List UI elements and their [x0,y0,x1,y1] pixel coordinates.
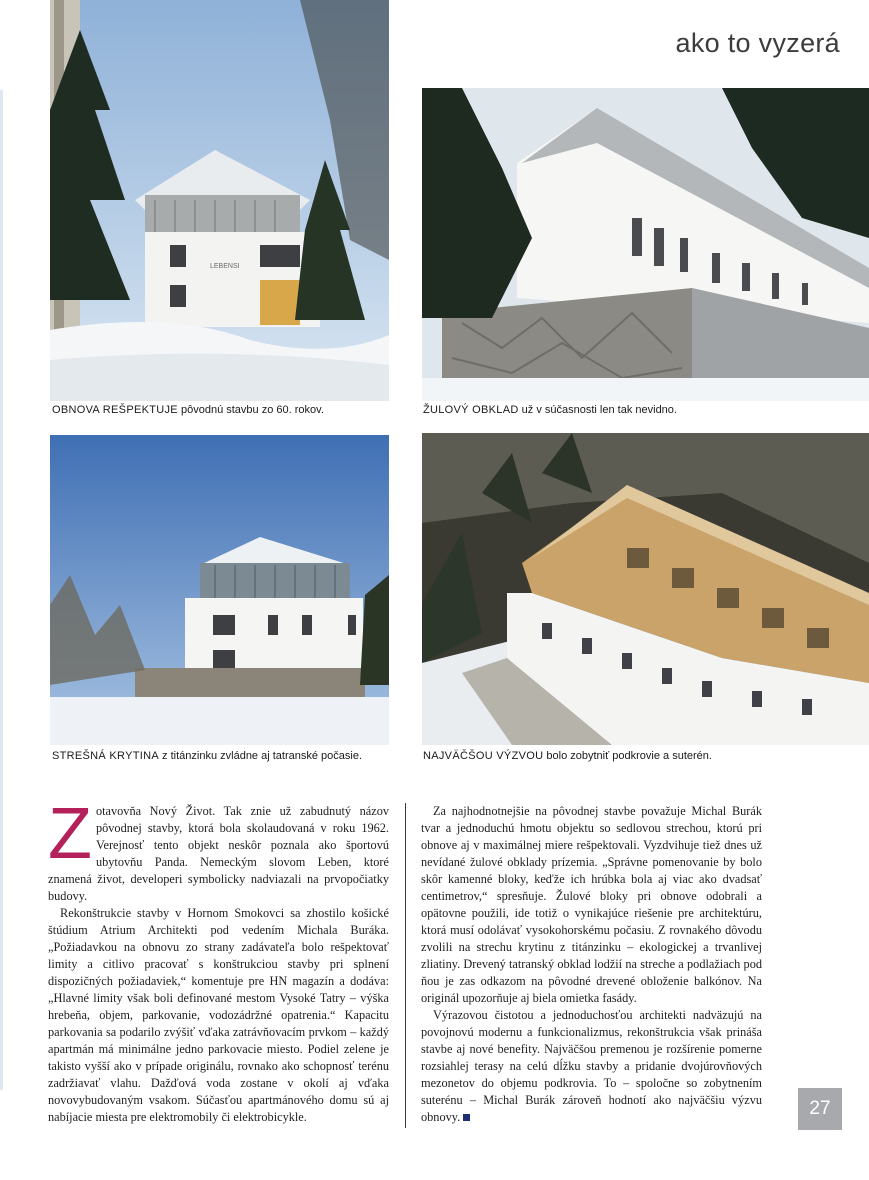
photo-caption [423,404,677,416]
photo-attic-aerial [422,433,869,745]
caption-lead: ŽULOVÝ OBKLAD [423,404,519,416]
article-column-right [421,803,762,1126]
article-paragraph: Za najhodnotnejšie na pôvodnej stavbe považuje Michal Burák tvar a jednoduchú hmotu objektu so sedlovou strechou, ktorú pri obnove aj v maximálnej miere rešpektovali. Vyzdvihuje tiež dnes už nevídané žulové obklady prízemia. „Správne pomenovanie by bolo skôr kamenné bloky, keďže ich hrúbka bola aj viac ako dvadsať centimetrov,“ spresňuje. Žulové bloky pri obnove odobrali a opätovne použili, ide totiž o vynikajúce riešenie pre architektúru, ktorá musí odolávať vysokohorskému počasiu. Z rovnakého dôvodu zvolili na strechu krytinu z titánzinku – ekologickej a trvanlivej zliatiny. Drevený tatranský obklad lodžií na streche a podlažiach pod ňou je zas odkazom na pôvodné drevené obloženie balkónov. Na originál upozorňuje aj biela omietka fasády. [421,804,762,1005]
photo-granite-wall [422,88,869,401]
caption-text: pôvodnú stavbu zo 60. rokov. [177,404,324,416]
photo-caption [52,404,324,416]
page-edge-rule [0,90,3,1090]
caption-lead: NAJVÄČŠOU VÝZVOU [423,750,544,762]
article-paragraph: Zotavovňa Nový Život. Tak znie už zabudnutý názov pôvodnej stavby, ktorá bola skolaudovaná v roku 1962. Verejnosť tento objekt neskôr poznala ako športovú ubytovňu Panda. Nemeckým slovom Leben, ktoré znamená život, developeri symbolicky nadviazali na prvopočiatky budovy. [48,794,389,903]
section-title: ako to vyzerá [675,28,840,58]
page-number: 27 [798,1088,842,1130]
caption-text: už v súčasnosti len tak nevidno. [518,404,677,416]
photo-caption [423,750,712,762]
photo-roof-facade [50,435,389,745]
column-divider [405,803,406,1128]
end-of-article-mark [463,1114,470,1121]
caption-text: bolo zobytniť podkrovie a suterén. [543,750,712,762]
article-paragraph: Rekonštrukcie stavby v Hornom Smokovci sa zhostilo košické štúdium Atrium Architekti pod vedením Michala Buráka. „Požiadavkou na obnovu zo strany zadávateľa bolo rešpektovať limity a citlivo pracovať s konštrukciou stavby pri splnení dispozičných požiadaviek,“ komentuje pre HN magazín a dodáva: „Hlavné limity však boli definované mestom Vysoké Tatry – výška hrebeňa, objem, parkovanie, vodozádržné opatrenia.“ Kapacitu parkovania sa podarilo zvýšiť vďaka zatrávňovacím prvkom – každý apartmán má minimálne jedno parkovacie miesto. Podiel zelene je takisto vyšší ako v prípade originálu, rovnako ako schopnosť terénu zadržiavať vlahu. Dažďová voda zostane v okolí aj vďaka novovybudovaným vsakom. Súčasťou apartmánového domu sú aj nabíjacie miesta pre elektromobily či elektrobicykle. [48,906,389,1124]
building-sign: LEBENSI [210,263,240,270]
caption-lead: STREŠNÁ KRYTINA [52,750,159,762]
caption-lead: OBNOVA REŠPEKTUJE [52,404,178,416]
article-paragraph: Výrazovou čistotou a jednoduchosťou architekti nadväzujú na povojnovú modernu a funkcionalizmus, rekonštrukcia však prináša stavbe aj nové benefity. Najväčšou premenou je rozšírenie pomerne rozsiahlej terasy na celú dĺžku stavby a pridanie dvojúrovňových mezonetov do objemu podkrovia. To – spoločne so zobytnením suterénu – Michal Burák zároveň hodnotí ako najväčšiu výzvu obnovy. [421,1008,762,1124]
photo-building-front [50,0,389,401]
caption-text: z titánzinku zvládne aj tatranské počasie. [159,750,363,762]
photo-caption [52,750,362,762]
article-column-left [48,794,389,1126]
drop-cap: Z [48,794,92,874]
